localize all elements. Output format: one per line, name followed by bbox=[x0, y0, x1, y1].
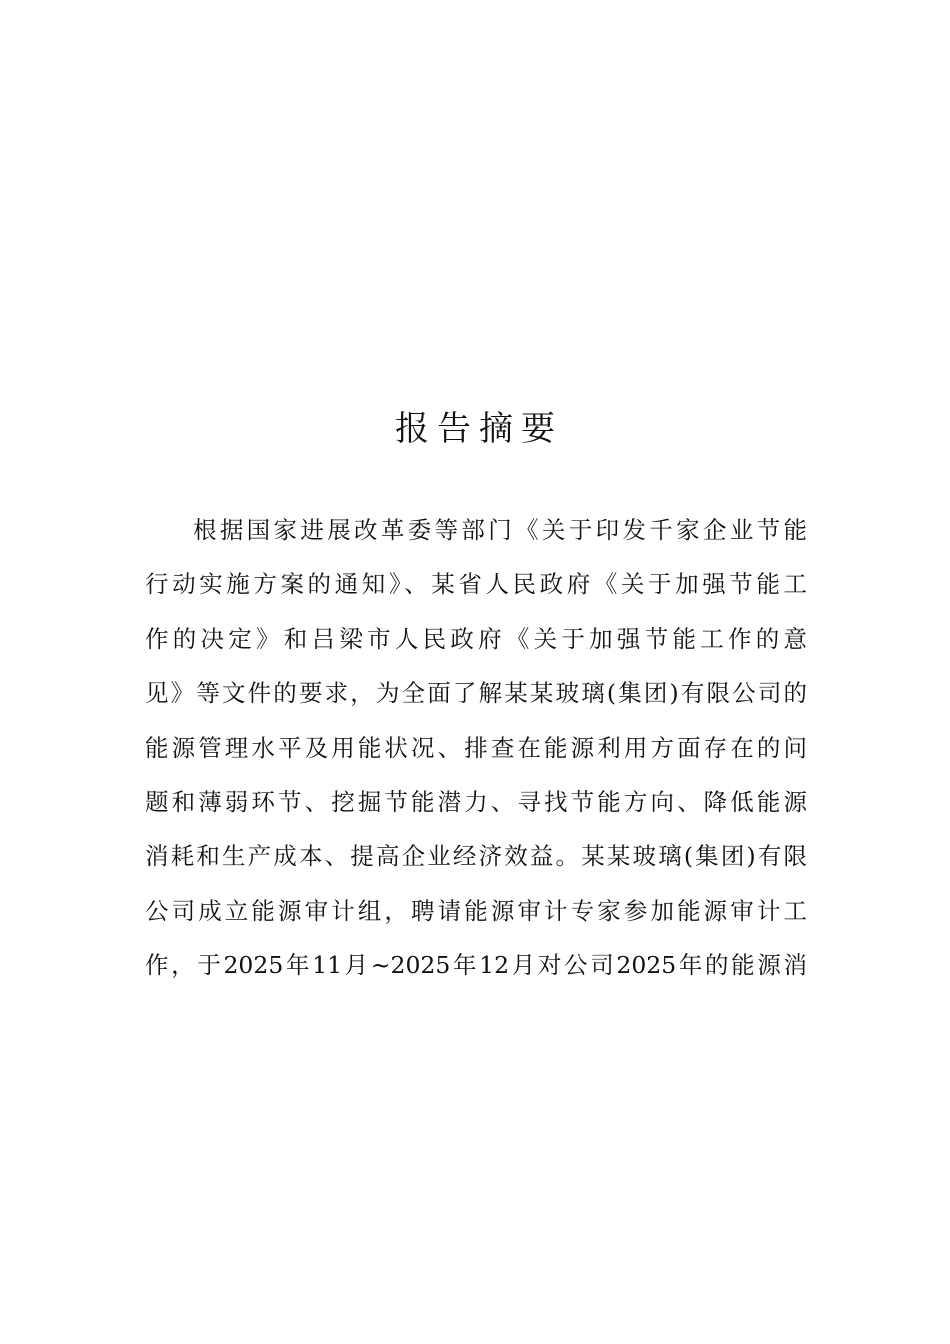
paragraph-line: 公司成立能源审计组，聘请能源审计专家参加能源审计工 bbox=[145, 896, 807, 925]
paragraph-line: 见》等文件的要求，为全面了解某某玻璃(集团)有限公司的 bbox=[145, 679, 807, 708]
summary-paragraph bbox=[145, 503, 807, 993]
paragraph-line: 消耗和生产成本、提高企业经济效益。某某玻璃(集团)有限 bbox=[145, 842, 807, 871]
paragraph-line: 根据国家进展改革委等部门《关于印发千家企业节能 bbox=[193, 516, 807, 544]
page-title: 报告摘要 bbox=[395, 409, 563, 449]
paragraph-line: 能源管理水平及用能状况、排查在能源利用方面存在的问 bbox=[145, 733, 807, 762]
paragraph-line: 作的决定》和吕梁市人民政府《关于加强节能工作的意 bbox=[145, 624, 807, 653]
paragraph-line: 行动实施方案的通知》、某省人民政府《关于加强节能工 bbox=[145, 570, 807, 599]
paragraph-line: 题和薄弱环节、挖掘节能潜力、寻找节能方向、降低能源 bbox=[145, 787, 807, 816]
paragraph-line: 作，于2025年11月~2025年12月对公司2025年的能源消 bbox=[145, 951, 807, 980]
